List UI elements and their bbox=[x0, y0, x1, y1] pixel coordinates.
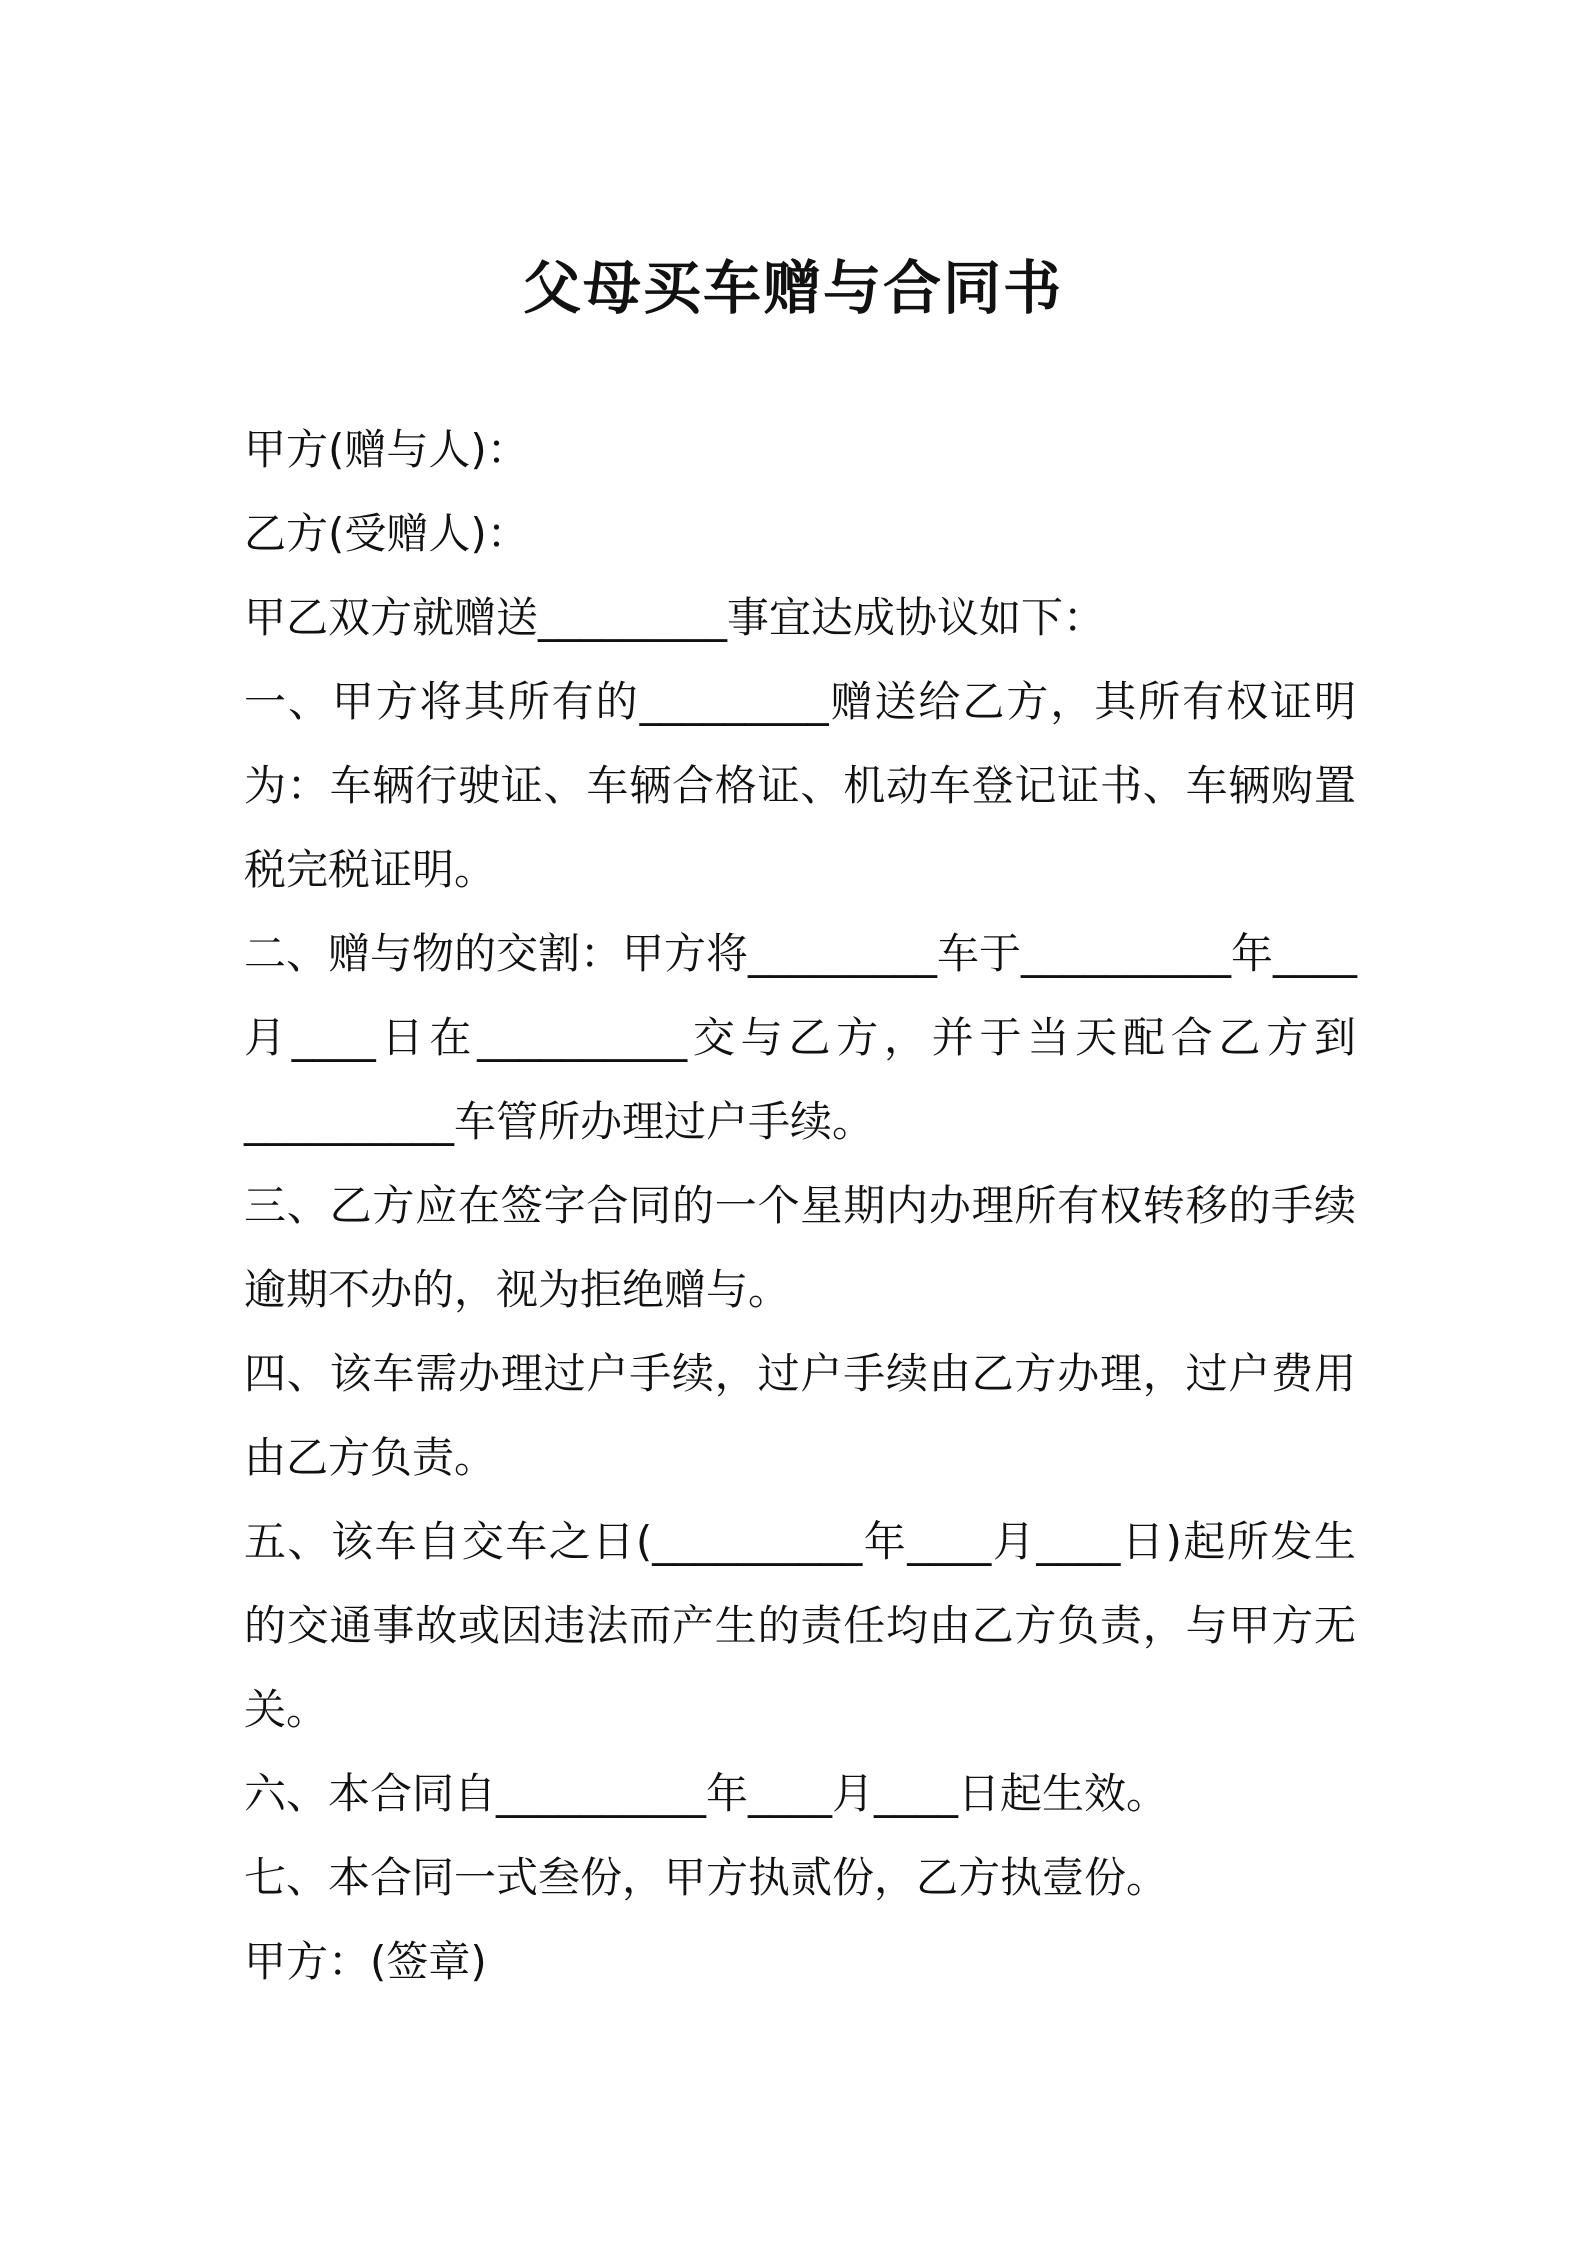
document-line: 月____日在__________交与乙方，并于当天配合乙方到 bbox=[244, 1013, 1356, 1062]
document-line: __________车管所办理过户手续。 bbox=[244, 1097, 875, 1146]
document-line: 六、本合同自__________年____月____日起生效。 bbox=[244, 1769, 1169, 1818]
document-line: 甲乙双方就赠送_________事宜达成协议如下： bbox=[244, 593, 1106, 642]
document-line: 由乙方负责。 bbox=[244, 1433, 497, 1482]
document-line: 乙方(受赠人)： bbox=[244, 509, 529, 558]
document-body bbox=[244, 408, 1356, 2004]
document-line: 甲方(赠与人)： bbox=[244, 425, 529, 474]
document-line: 一、甲方将其所有的_________赠送给乙方，其所有权证明 bbox=[244, 677, 1356, 726]
document-line: 税完税证明。 bbox=[244, 845, 497, 894]
document-line: 四、该车需办理过户手续，过户手续由乙方办理，过户费用 bbox=[244, 1349, 1356, 1398]
document-title: 父母买车赠与合同书 bbox=[522, 254, 1063, 322]
document-line: 的交通事故或因违法而产生的责任均由乙方负责，与甲方无 bbox=[244, 1601, 1356, 1650]
document-line: 三、乙方应在签字合同的一个星期内办理所有权转移的手续 bbox=[244, 1181, 1356, 1230]
document-line: 甲方：(签章) bbox=[244, 1937, 487, 1986]
document-line: 逾期不办的，视为拒绝赠与。 bbox=[244, 1265, 791, 1314]
document-line: 关。 bbox=[244, 1685, 329, 1734]
document-line: 五、该车自交车之日(__________年____月____日)起所发生 bbox=[244, 1517, 1356, 1566]
document-line: 二、赠与物的交割：甲方将_________车于__________年____ bbox=[244, 929, 1358, 978]
document-line: 为：车辆行驶证、车辆合格证、机动车登记证书、车辆购置 bbox=[244, 761, 1356, 810]
document-line: 七、本合同一式叁份，甲方执贰份，乙方执壹份。 bbox=[244, 1853, 1169, 1902]
